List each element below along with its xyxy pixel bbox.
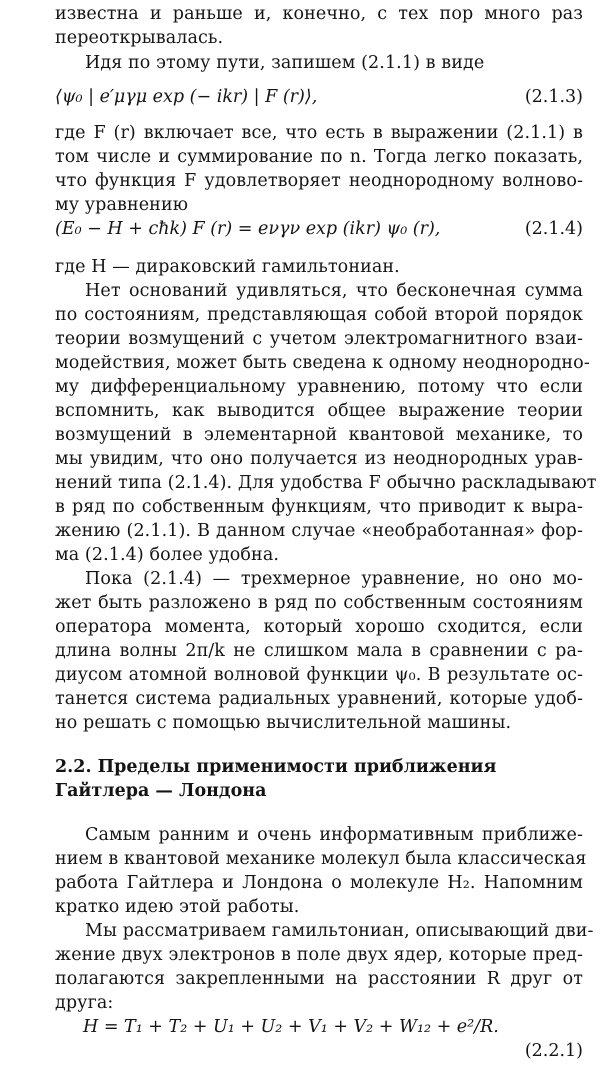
section-heading: Гайтлера — Лондона <box>55 781 267 801</box>
text-line: переоткрывалась. <box>55 28 224 48</box>
text-line: по состояниям, представляющая собой второй порядок <box>55 305 583 325</box>
text-line: жение двух электронов в поле двух ядер, которые пред- <box>55 945 583 965</box>
text-line: известна и раньше и, конечно, с тех пор много раз <box>55 4 583 24</box>
equation-number: (2.1.3) <box>524 87 583 107</box>
text-line: танется система радиальных уравнений, которые удоб- <box>55 689 583 709</box>
text-line: вспомнить, как выводится общее выражение теории <box>55 401 583 421</box>
text-line: Самым ранним и очень информативным приближе- <box>85 825 583 845</box>
text-line: возмущений в элементарной квантовой механике, то <box>55 425 583 445</box>
text-line: Мы рассматриваем гамильтониан, описывающий дви- <box>85 921 594 941</box>
text-line: теории возмущений с учетом электромагнитного взаи- <box>55 329 583 349</box>
text-line: том числе и суммирование по n. Тогда легко показать, <box>55 147 583 167</box>
text-line: модействия, может быть сведена к одному неоднородно- <box>55 353 590 373</box>
text-line: ма (2.1.4) более удобна. <box>55 545 280 565</box>
equation-body: (E₀ − H + cħk) F (r) = eνγν exp (ikr) ψ₀ (r), <box>55 219 441 239</box>
equation-number: (2.2.1) <box>524 1041 583 1061</box>
text-line: работа Гайтлера и Лондона о молекуле H₂. Напомним <box>55 873 583 893</box>
equation-number: (2.1.4) <box>524 219 583 239</box>
text-line: му дифференциальному уравнению, потому что если <box>55 377 583 397</box>
text-line: Пока (2.1.4) — трехмерное уравнение, но оно мо- <box>85 569 583 589</box>
text-line: в ряд по собственным функциям, что приводит к выра- <box>55 497 583 517</box>
text-line: полагаются закрепленными на расстоянии R друг от <box>55 969 583 989</box>
text-line: нений типа (2.1.4). Для удобства F обычно раскладывают <box>55 473 597 493</box>
text-line: Идя по этому пути, запишем (2.1.1) в виде <box>85 53 485 73</box>
text-line: жет быть разложено в ряд по собственным состояниям <box>55 593 583 613</box>
equation-body: ⟨ψ₀ | e′μγμ exp (− ikr) | F (r)⟩, <box>55 87 318 107</box>
section-heading: 2.2. Пределы применимости приближения <box>55 757 497 777</box>
text-line: му уравнению <box>55 195 189 215</box>
text-line: нием в квантовой механике молекул была классическая <box>55 849 587 869</box>
text-line: Нет оснований удивляться, что бесконечная сумма <box>85 281 583 301</box>
text-line: друга: <box>55 993 114 1013</box>
text-line: длина волны 2π/k не слишком мала в сравнении с ра- <box>55 641 583 661</box>
text-line: диусом атомной волновой функции ψ₀. В результате ос- <box>55 665 583 685</box>
text-line: жению (2.1.1). В данном случае «необработанная» фор- <box>55 521 583 541</box>
text-line: где H — дираковский гамильтониан. <box>55 257 400 277</box>
text-line: оператора момента, который хорошо сходится, если <box>55 617 583 637</box>
text-line: что функция F удовлетворяет неоднородному волново- <box>55 171 583 191</box>
text-line: мы увидим, что оно получается из неоднородных урав- <box>55 449 583 469</box>
equation-body: H = T₁ + T₂ + U₁ + U₂ + V₁ + V₂ + W₁₂ + e²/R. <box>83 1017 499 1037</box>
text-line: кратко идею этой работы. <box>55 897 300 917</box>
text-line: но решать с помощью вычислительной машины. <box>55 713 512 733</box>
text-line: где F (r) включает все, что есть в выражении (2.1.1) в <box>55 123 583 143</box>
